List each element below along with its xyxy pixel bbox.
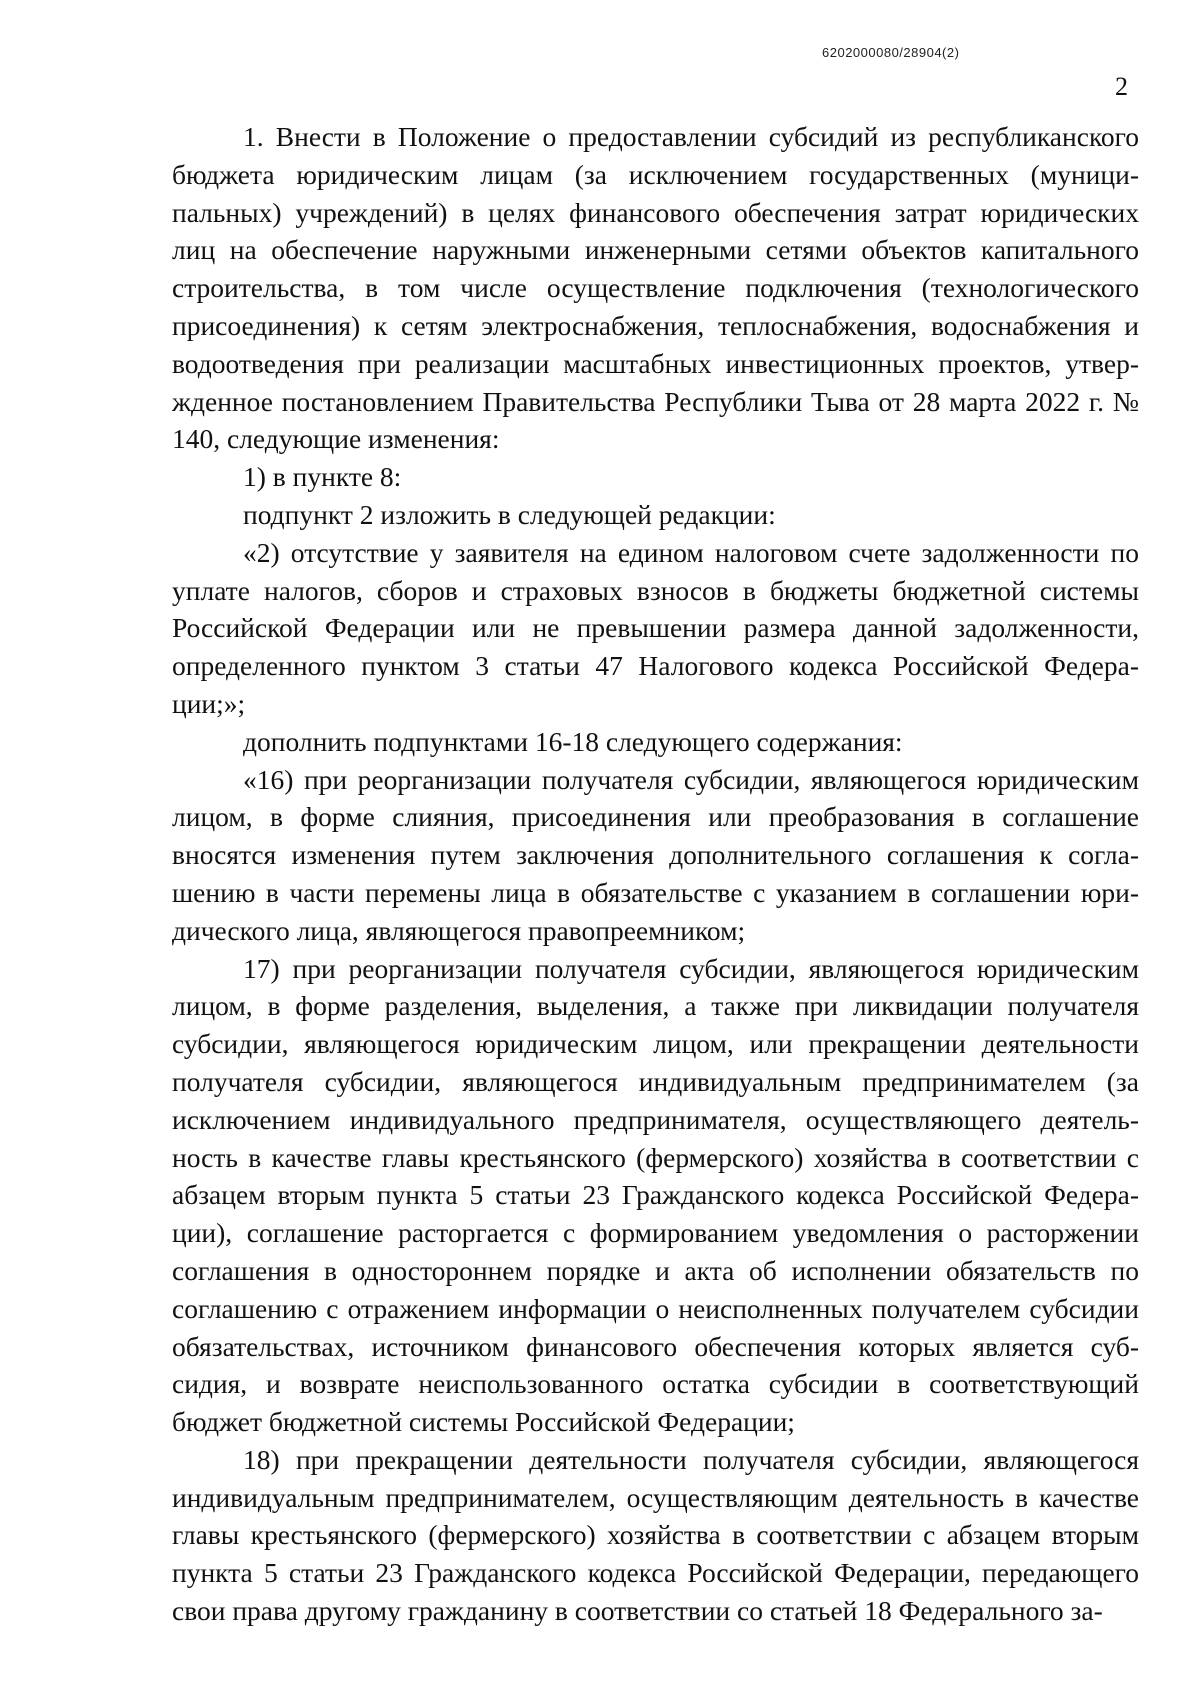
- paragraph-subitem-17: 17) при реорганизации получателя субсидии, являющегося юридическим лицом, в форме разделения, выделения, а также при ликвидации получателя субсидии, являющегося юридическим лицом, или прекращении деятельности получателя субсидии, являющегося индивидуальным предпринимателем (за исключением индивидуального предпринимателя, осуществляющего деятель-ность в качестве главы крестьянского (фермерского) хозяйства в соответствии с абзацем вторым пункта 5 статьи 23 Гражданского кодекса Российской Федера-ции), соглашение расторгается с формированием уведомления о расторжении соглашения в одностороннем порядке и акта об исполнении обязательств по соглашению с отражением информации о неисполненных получателем субсидии обязательствах, источником финансового обеспечения которых является суб-сидия, и возврате неиспользованного остатка субсидии в соответствующий бюджет бюджетной системы Российской Федерации;: [172, 952, 1139, 1438]
- paragraph-subitem-18: 18) при прекращении деятельности получателя субсидии, являющегося индивидуальным предпринимателем, осуществляющим деятельность в качестве главы крестьянского (фермерского) хозяйства в соответствии с абзацем вторым пункта 5 статьи 23 Гражданского кодекса Российской Федерации, передающего свои права другому гражданину в соответствии со статьей 18 Федерального за-: [172, 1443, 1139, 1627]
- paragraph-subitem-2-intro: подпункт 2 изложить в следующей редакции:: [243, 498, 776, 530]
- paragraph-1-amendment-intro: 1. Внести в Положение о предоставлении субсидий из республиканского бюджета юридическим лицам (за исключением государственных (муници-пальных) учреждений) в целях финансового обеспечения затрат юридических лиц на обеспечение наружными инженерными сетями объектов капитального строительства, в том числе осуществление подключения (технологического присоединения) к сетям электроснабжения, теплоснабжения, водоснабжения и водоотведения при реализации масштабных инвестиционных проектов, утвер-жденное постановлением Правительства Республики Тыва от 28 марта 2022 г. № 140, следующие изменения:: [172, 121, 1139, 455]
- paragraph-subitem-16: «16) при реорганизации получателя субсидии, являющегося юридическим лицом, в форме слияния, присоединения или преобразования в соглашение вносятся изменения путем заключения дополнительного соглашения к согла-шению в части перемены лица в обязательстве с указанием в соглашении юри-дического лица, являющегося правопреемником;: [172, 763, 1139, 946]
- page-number: 2: [1115, 72, 1128, 101]
- paragraph-subitems-16-18-intro: дополнить подпунктами 16-18 следующего содержания:: [243, 725, 903, 757]
- paragraph-item-8: 1) в пункте 8:: [243, 461, 402, 493]
- paragraph-subitem-2-text: «2) отсутствие у заявителя на едином налоговом счете задолженности по уплате налогов, сборов и страховых взносов в бюджеты бюджетной системы Российской Федерации или не превышении размера данной задолженности, определенного пунктом 3 статьи 47 Налогового кодекса Российской Федера-ции;»;: [172, 536, 1139, 719]
- document-body: [172, 118, 1139, 1630]
- document-registration-code: 6202000080/28904(2): [822, 45, 960, 60]
